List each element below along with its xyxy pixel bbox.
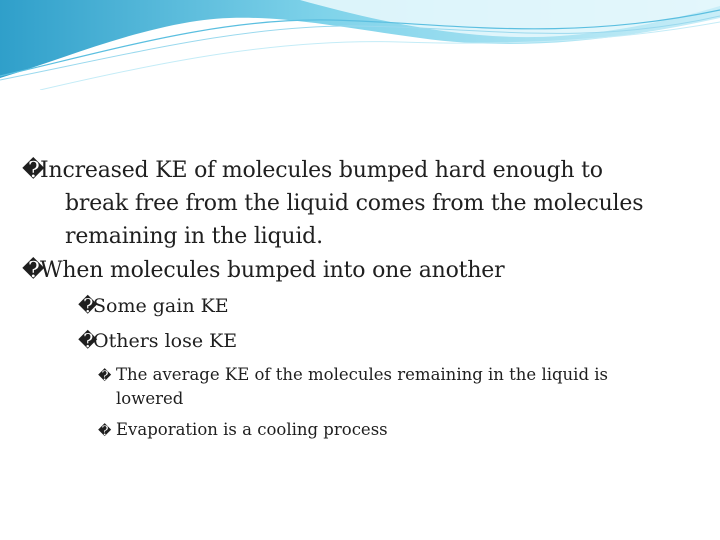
bullet-glyph: � (22, 258, 45, 283)
bullet-text: Evaporation is a cooling process (116, 420, 388, 439)
bullet-item (22, 258, 504, 283)
bullet-text: Others lose KE (93, 330, 238, 352)
bullet-text: break free from the liquid comes from the molecules (65, 191, 644, 216)
bullet-text: The average KE of the molecules remaining in the liquid is (116, 365, 609, 384)
bullet-item (22, 158, 603, 183)
bullet-glyph: � (78, 295, 98, 317)
bullet-text: Some gain KE (93, 295, 229, 317)
sub-sub-bullet-item (98, 420, 388, 439)
sub-bullet-item (78, 295, 229, 317)
bullet-text: Increased KE of molecules bumped hard enough to (40, 158, 603, 183)
bullet-text: When molecules bumped into one another (40, 258, 505, 283)
bullet-continuation (116, 389, 183, 408)
bullet-text: remaining in the liquid. (65, 224, 323, 249)
bullet-glyph: � (98, 369, 112, 384)
sub-sub-bullet-item (98, 365, 608, 384)
bullet-continuation (65, 224, 323, 249)
bullet-glyph: � (22, 158, 45, 183)
bullet-text: lowered (116, 389, 184, 408)
bullet-continuation (65, 191, 643, 216)
bullet-glyph: � (98, 424, 112, 439)
sub-bullet-item (78, 330, 237, 352)
bullet-glyph: � (78, 330, 98, 352)
